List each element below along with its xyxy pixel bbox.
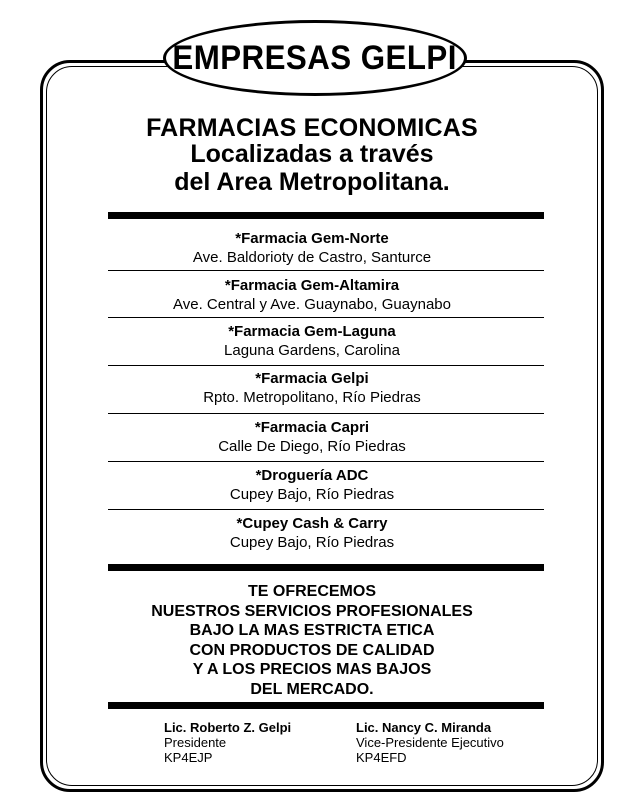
offer-line: TE OFRECEMOS: [247, 583, 376, 600]
store-address: Ave. Central y Ave. Guaynabo, Guaynabo: [173, 296, 451, 313]
store-item: [0, 515, 624, 552]
store-address: Ave. Baldorioty de Castro, Santurce: [192, 249, 432, 266]
signatory-name: Lic. Nancy C. Miranda: [356, 720, 492, 735]
store-item: [0, 370, 624, 407]
store-address: Calle De Diego, Río Piedras: [218, 438, 406, 455]
heading-line-2: Localizadas a través: [190, 140, 434, 168]
signatory-vice-president: [356, 720, 504, 765]
offer-line: DEL MERCADO.: [250, 680, 374, 698]
heading-line-3: del Area Metropolitana.: [174, 168, 450, 196]
store-item: [0, 323, 624, 360]
store-name: *Cupey Cash & Carry: [236, 515, 388, 532]
offer-line: BAJO LA MAS ESTRICTA ETICA: [189, 622, 435, 639]
offer-line: NUESTROS SERVICIOS PROFESIONALES: [151, 602, 473, 620]
store-divider: [108, 509, 544, 510]
store-item: [0, 419, 624, 456]
signatory-title: Presidente: [164, 735, 227, 750]
signatory-name: Lic. Roberto Z. Gelpi: [164, 720, 292, 735]
bottom-thick-divider: [108, 702, 544, 709]
company-name: EMPRESAS GELPI: [172, 38, 458, 77]
signatory-title: Vice-Presidente Ejecutivo: [356, 735, 504, 750]
store-item: [0, 467, 624, 504]
top-thick-divider: [108, 212, 544, 219]
store-divider: [108, 317, 544, 318]
store-divider: [108, 270, 544, 271]
middle-thick-divider: [108, 564, 544, 571]
store-divider: [108, 461, 544, 462]
store-address: Laguna Gardens, Carolina: [224, 342, 400, 359]
store-name: *Farmacia Gem-Norte: [235, 230, 389, 247]
store-item: [0, 277, 624, 314]
store-address: Cupey Bajo, Río Piedras: [229, 534, 395, 551]
store-divider: [108, 365, 544, 366]
offer-line: Y A LOS PRECIOS MAS BAJOS: [192, 661, 432, 678]
store-name: *Farmacia Gem-Altamira: [224, 277, 400, 294]
signatory-president: [164, 720, 291, 765]
store-name: *Farmacia Capri: [254, 419, 370, 436]
store-name: *Farmacia Gelpi: [255, 370, 369, 387]
heading-line-1: FARMACIAS ECONOMICAS: [146, 114, 478, 142]
store-name: *Droguería ADC: [255, 467, 369, 484]
signatory-callsign: KP4EFD: [356, 750, 407, 765]
store-divider: [108, 413, 544, 414]
store-name: *Farmacia Gem-Laguna: [228, 323, 396, 340]
signatory-callsign: KP4EJP: [164, 750, 213, 765]
offer-statement: [0, 582, 624, 699]
store-address: Cupey Bajo, Río Piedras: [229, 486, 395, 503]
store-address: Rpto. Metropolitano, Río Piedras: [203, 389, 421, 406]
store-item: [0, 230, 624, 267]
offer-line: CON PRODUCTOS DE CALIDAD: [189, 641, 435, 659]
company-banner: [163, 20, 467, 96]
